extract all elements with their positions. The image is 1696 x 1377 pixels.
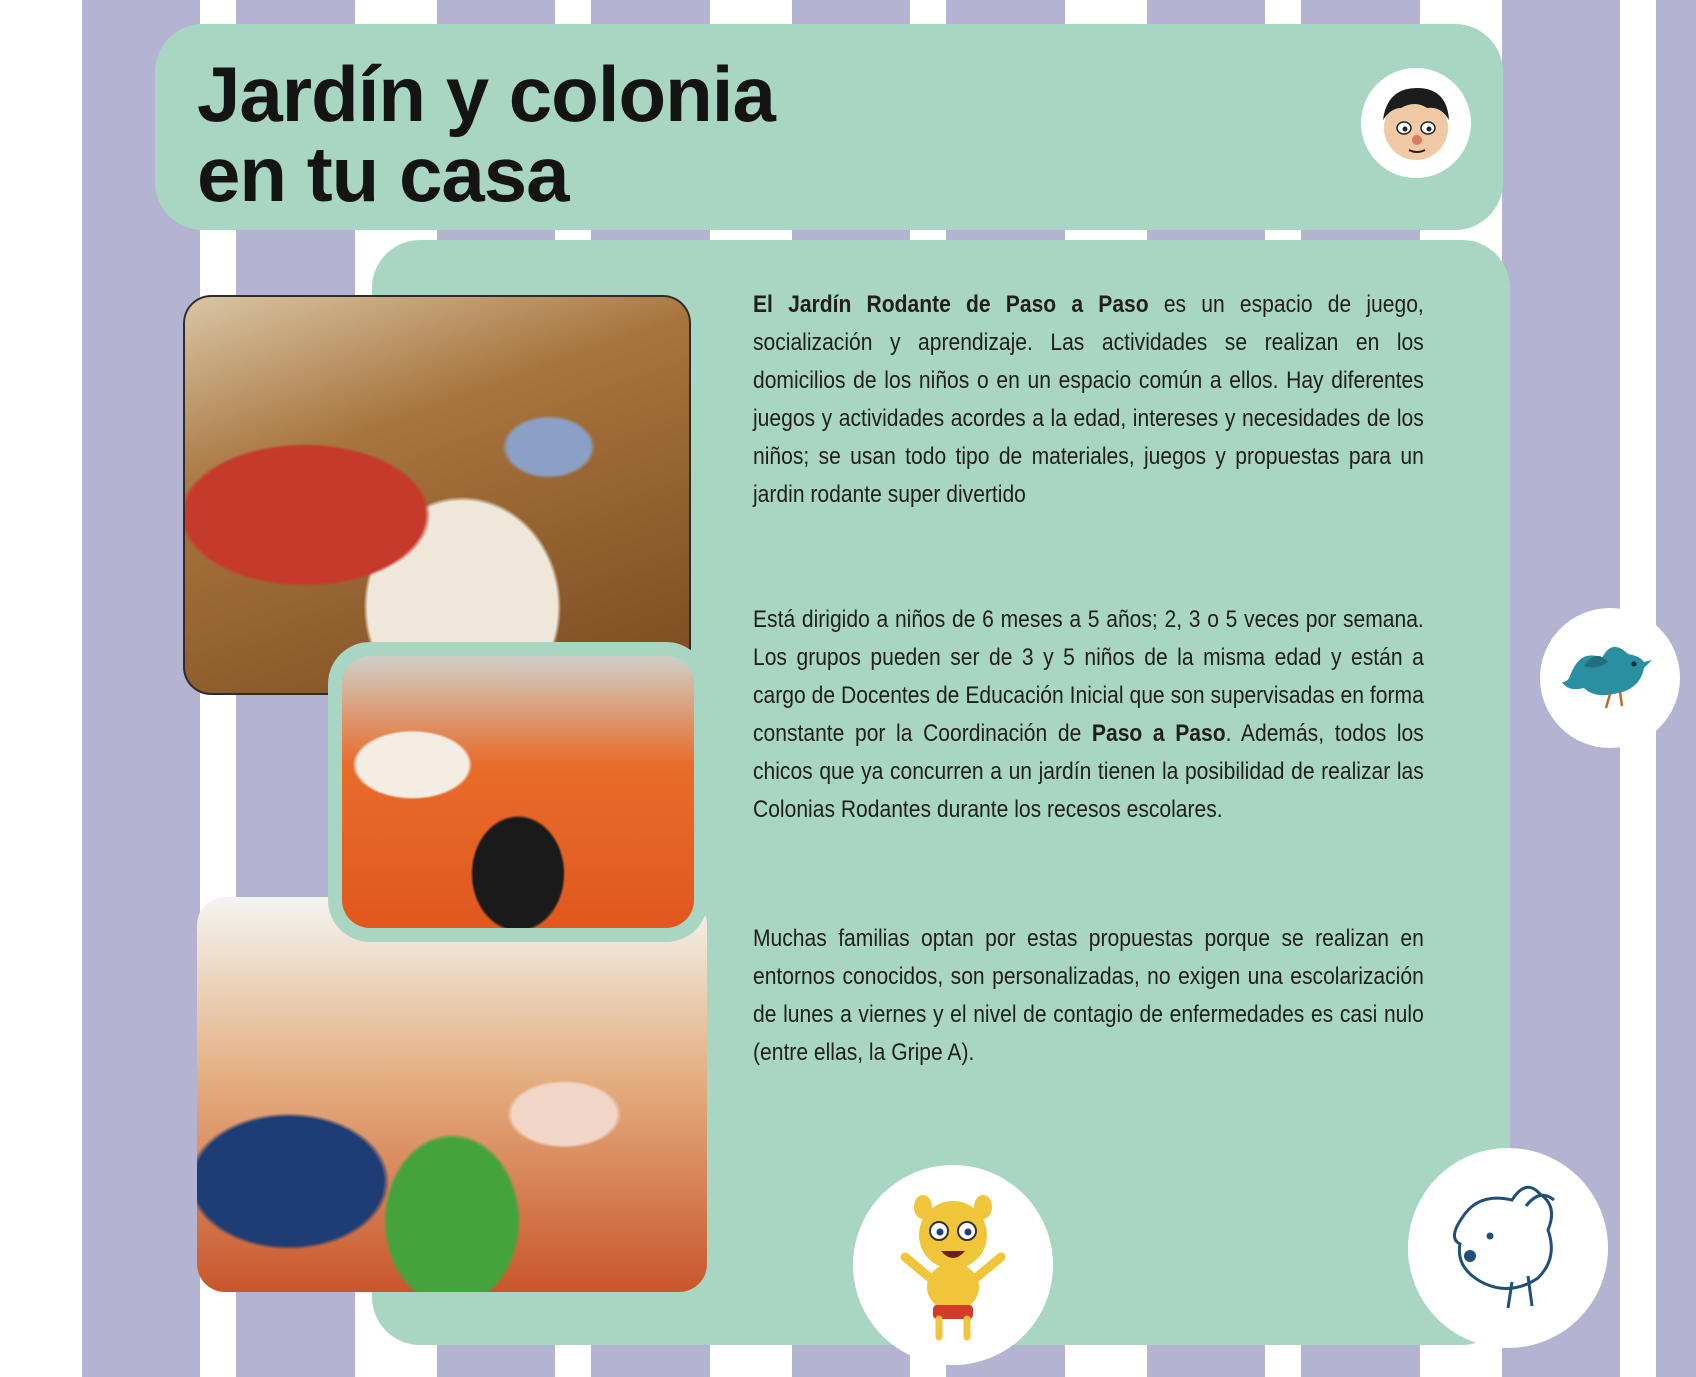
- paragraph-intro-text: es un espacio de juego, socialización y aprendizaje. Las actividades se realizan en los domicilios de los niños o en un espacio común a ellos. Hay diferentes juegos y actividades acordes a la edad, intereses y necesidades de los niños; se usan todo tipo de materiales, juegos y propuestas para un jardin rodante super divertido: [753, 291, 1424, 508]
- paragraph-intro-bold: El Jardín Rodante de Paso a Paso: [753, 291, 1149, 318]
- photo-children-baking: [342, 656, 694, 928]
- page-title: [197, 50, 775, 218]
- paragraph-audience: [753, 601, 1424, 829]
- dog-sketch-icon: [1408, 1148, 1608, 1348]
- photo-children-drawing-table: [197, 897, 707, 1292]
- dog-badge: [1408, 1148, 1608, 1348]
- bird-badge: [1540, 608, 1680, 748]
- yellow-monster-icon: [853, 1165, 1053, 1365]
- boy-face-icon: [1361, 68, 1471, 178]
- bird-icon: [1540, 608, 1680, 748]
- title-panel: [155, 24, 1503, 230]
- page-margin-left: [0, 0, 82, 1377]
- monster-badge: [853, 1165, 1053, 1365]
- title-line-1: Jardín y colonia: [197, 50, 775, 138]
- paragraph-intro: [753, 286, 1424, 514]
- photo-children-playing-floor: [183, 295, 691, 695]
- title-line-2: en tu casa: [197, 130, 569, 218]
- paragraph-benefits-text: Muchas familias optan por estas propuestas porque se realizan en entornos conocidos, son personalizadas, no exigen una escolarización de lunes a viernes y el nivel de contagio de enfermedades es casi nulo (entre ellas, la Gripe A).: [753, 925, 1424, 1066]
- paragraph-audience-text-a: Está dirigido a niños de 6 meses a 5 años; 2, 3 o 5 veces por semana. Los grupos pueden ser de 3 y 5 niños de la misma edad y están a cargo de Docentes de Educación Inicial que son supervisadas en forma constante por la Coordinación de: [753, 606, 1424, 747]
- paragraph-audience-text-b: . Además, todos los chicos que ya concurren a un jardín tienen la posibilidad de realizar las Colonias Rodantes durante los recesos escolares.: [753, 720, 1424, 823]
- paragraph-benefits: [753, 920, 1424, 1072]
- photo-border: [183, 295, 691, 695]
- paragraph-audience-bold: Paso a Paso: [1091, 720, 1226, 747]
